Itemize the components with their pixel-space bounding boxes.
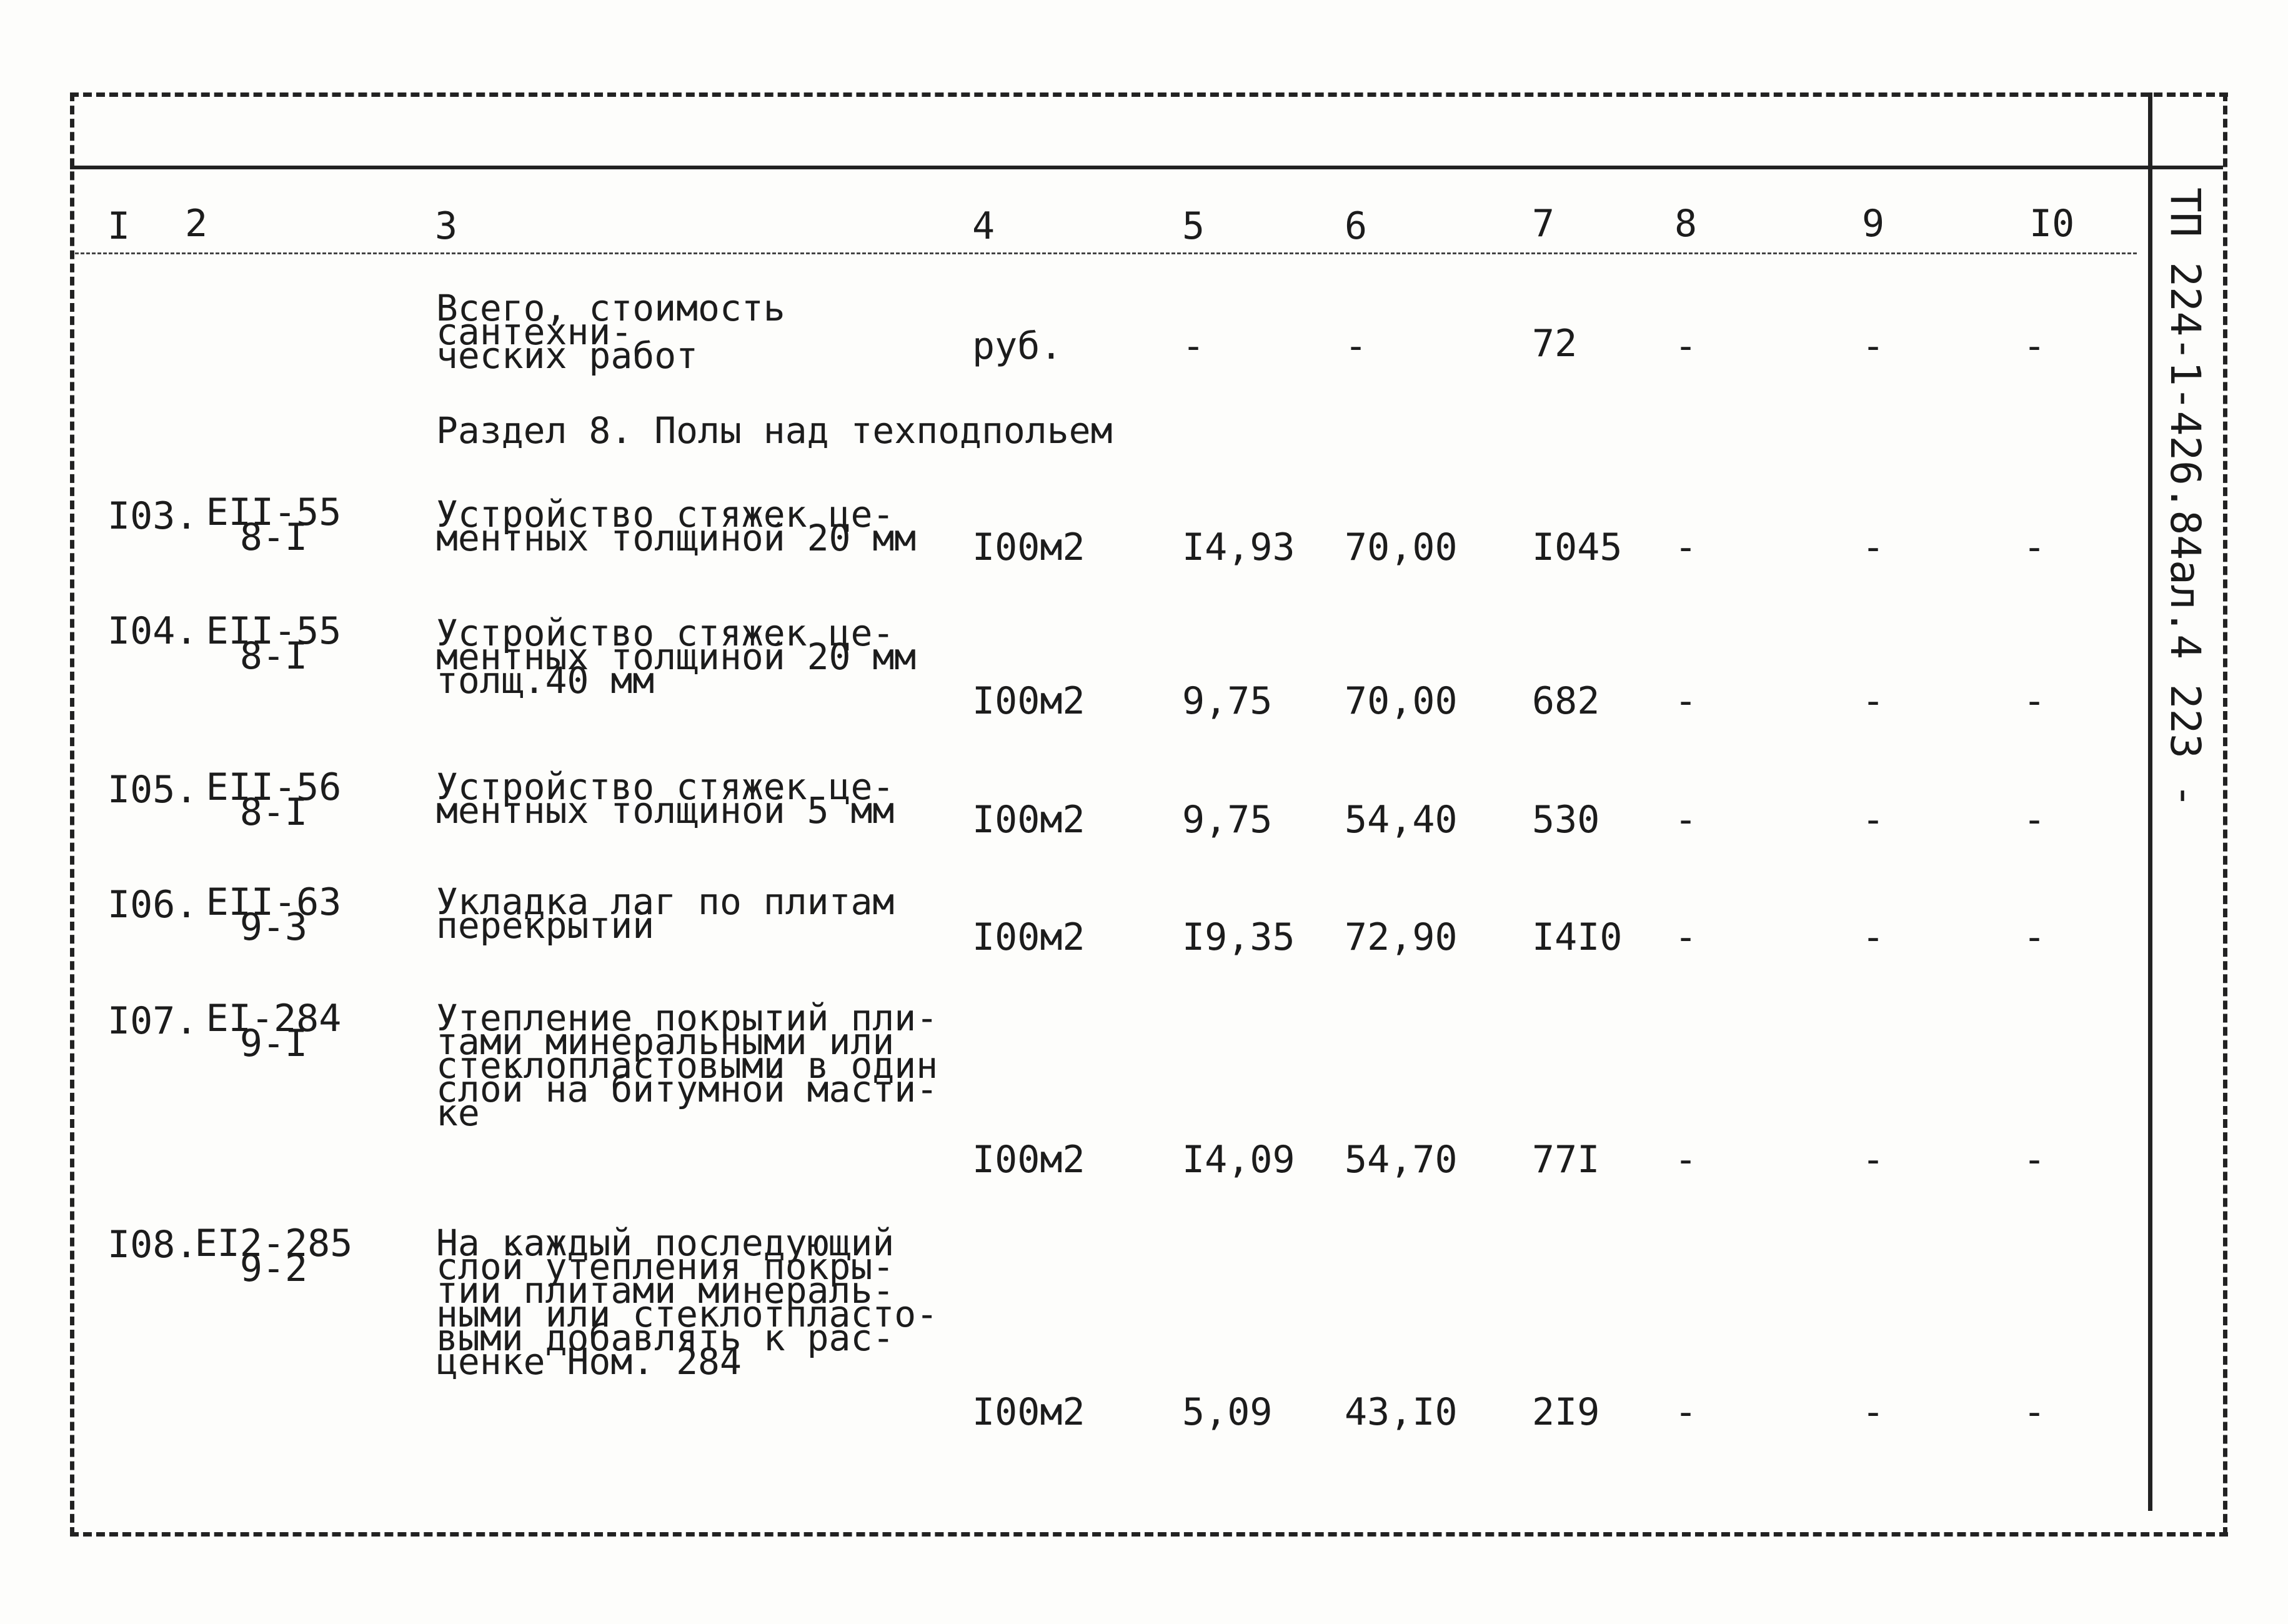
frame-bottom-border	[70, 1532, 2228, 1537]
row-col10: -	[2023, 679, 2046, 723]
row-col6: 70,00	[1345, 526, 1458, 569]
row-number: I03.	[107, 494, 198, 538]
row-col8: -	[1674, 915, 1698, 959]
row-col5: 5,09	[1182, 1390, 1273, 1434]
row-description: Устройство стяжек це- ментных толщиной 20 мм толщ.40 мм	[436, 612, 917, 702]
row-col6: 54,40	[1345, 798, 1458, 842]
row-unit: I00м2	[972, 1138, 1085, 1182]
row-description: Устройство стяжек це- ментных толщиной 20 мм	[436, 493, 917, 559]
row-code: EII-55 8-I	[206, 491, 342, 559]
column-header-rule	[75, 252, 2137, 254]
row-col8: -	[1674, 526, 1698, 569]
row-col6: 54,70	[1345, 1138, 1458, 1182]
column-header-4: 4	[972, 204, 995, 248]
row-description: Устройство стяжек це- ментных толщиной 5 мм	[436, 765, 895, 832]
frame-left-border	[70, 92, 74, 1536]
row-unit: I00м2	[972, 1390, 1085, 1434]
row-col5: 9,75	[1182, 798, 1273, 842]
frame-right-border	[2223, 92, 2227, 1536]
row-unit: I00м2	[972, 798, 1085, 842]
row-unit: I00м2	[972, 679, 1085, 723]
column-header-1: I	[107, 204, 131, 248]
summary-col8: -	[1674, 324, 1698, 368]
row-code: EII-63 9-3	[206, 880, 342, 949]
row-description: На каждый последующий слой утепления покры- тий плитами минераль- ными или стеклотпласто- выми добавлять к рас- ценке Ном. 284	[436, 1222, 938, 1383]
summary-col7: 72	[1532, 322, 1578, 366]
row-col6: 72,90	[1345, 915, 1458, 959]
column-header-6: 6	[1345, 204, 1368, 248]
row-code: EI-284 9-I	[206, 997, 342, 1065]
row-col5: I4,93	[1182, 526, 1295, 569]
row-col10: -	[2023, 798, 2046, 842]
row-code: EII-55 8-I	[206, 609, 342, 678]
row-col10: -	[2023, 1390, 2046, 1434]
row-col10: -	[2023, 526, 2046, 569]
row-col7: 2I9	[1532, 1390, 1600, 1434]
row-col5: 9,75	[1182, 679, 1273, 723]
column-header-2: 2	[185, 202, 208, 246]
row-code: EII-56 8-I	[206, 765, 342, 834]
summary-col10: -	[2023, 324, 2046, 368]
row-col9: -	[1862, 1390, 1885, 1434]
row-col9: -	[1862, 798, 1885, 842]
header-rule	[70, 166, 2223, 169]
row-col5: I4,09	[1182, 1138, 1295, 1182]
row-number: I08.	[107, 1223, 198, 1267]
row-col7: 77I	[1532, 1138, 1600, 1182]
row-col8: -	[1674, 1390, 1698, 1434]
summary-description: Всего, стоимость сантехни- ческих работ	[436, 287, 785, 377]
row-col7: 530	[1532, 798, 1600, 842]
row-col9: -	[1862, 915, 1885, 959]
summary-col5: -	[1182, 324, 1205, 368]
summary-col6: -	[1345, 324, 1368, 368]
column-header-8: 8	[1674, 202, 1698, 246]
row-number: I06.	[107, 883, 198, 927]
column-header-5: 5	[1182, 204, 1205, 248]
row-description: Утепление покрытий пли- тами минеральными или стеклопластовыми в один слой на битумной масти- ке	[436, 997, 938, 1134]
row-col8: -	[1674, 1138, 1698, 1182]
column-header-9: 9	[1862, 202, 1885, 246]
frame-top-border	[70, 92, 2228, 97]
row-number: I04.	[107, 609, 198, 653]
row-col8: -	[1674, 798, 1698, 842]
row-col10: -	[2023, 1138, 2046, 1182]
row-code: EI2-285 9-2	[194, 1222, 353, 1290]
column-header-10: I0	[2029, 202, 2075, 246]
row-col6: 43,I0	[1345, 1390, 1458, 1434]
row-number: I07.	[107, 999, 198, 1043]
row-col9: -	[1862, 1138, 1885, 1182]
section-title: Раздел 8. Полы над техподпольем	[436, 409, 1113, 452]
summary-unit: руб.	[972, 324, 1063, 368]
row-description: Укладка лаг по плитам перекрытий	[436, 880, 895, 947]
side-margin-rule	[2148, 92, 2152, 1511]
row-col9: -	[1862, 679, 1885, 723]
row-unit: I00м2	[972, 526, 1085, 569]
row-col7: I4I0	[1532, 915, 1623, 959]
row-col10: -	[2023, 915, 2046, 959]
column-header-7: 7	[1532, 202, 1555, 246]
row-col5: I9,35	[1182, 915, 1295, 959]
row-unit: I00м2	[972, 915, 1085, 959]
row-col8: -	[1674, 679, 1698, 723]
row-col7: I045	[1532, 526, 1623, 569]
row-number: I05.	[107, 768, 198, 812]
column-header-3: 3	[435, 204, 458, 248]
row-col6: 70,00	[1345, 679, 1458, 723]
row-col7: 682	[1532, 679, 1600, 723]
summary-col9: -	[1862, 324, 1885, 368]
row-col9: -	[1862, 526, 1885, 569]
document-code-label: ТП 224-1-426.84ал.4 223 -	[2161, 187, 2209, 809]
